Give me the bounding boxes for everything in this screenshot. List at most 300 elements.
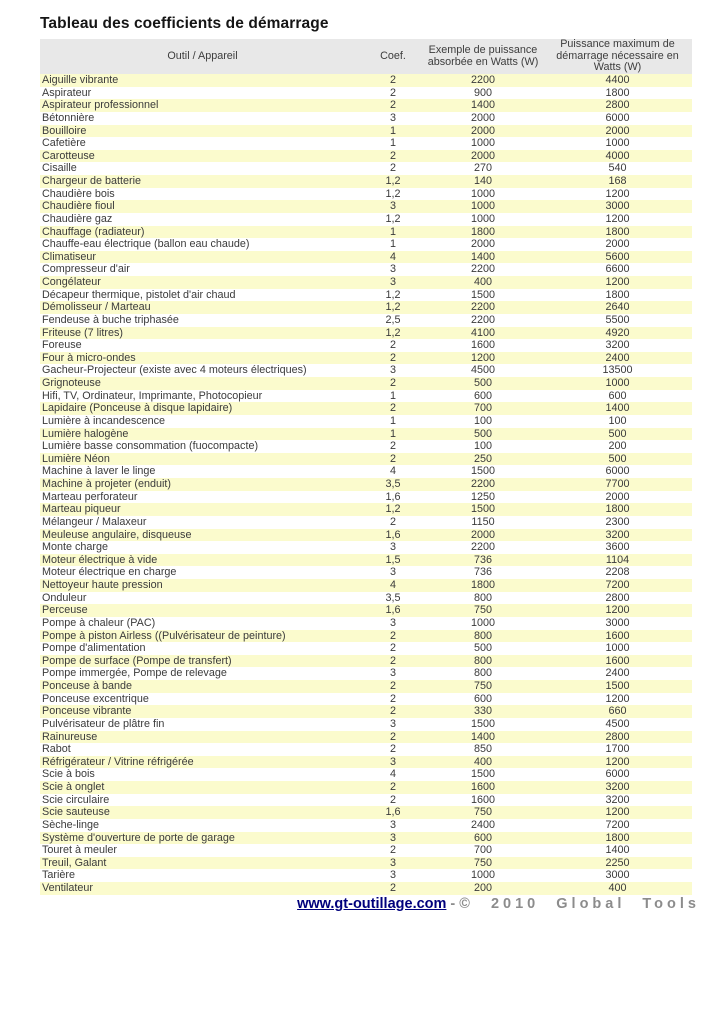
max-start-power-value: 4400 bbox=[605, 74, 630, 86]
max-start-power-value: 1200 bbox=[605, 212, 630, 225]
absorbed-power-value: 736 bbox=[473, 553, 492, 566]
table-row bbox=[40, 390, 692, 403]
max-start-power-value: 500 bbox=[608, 452, 627, 465]
tool-name: Onduleur bbox=[42, 591, 87, 604]
absorbed-power-value: 2000 bbox=[470, 149, 496, 162]
absorbed-power-value: 1000 bbox=[470, 137, 496, 150]
coef-value: 3,5 bbox=[385, 478, 401, 490]
tool-name: Bétonnière bbox=[42, 111, 95, 124]
max-start-power-value: 7200 bbox=[605, 818, 630, 831]
max-start-power-value: 1200 bbox=[605, 692, 630, 705]
max-start-power-value: 2000 bbox=[605, 238, 630, 251]
tool-name: Pompe de surface (Pompe de transfert) bbox=[42, 654, 232, 667]
tool-name: Pulvérisateur de plâtre fin bbox=[42, 717, 165, 730]
max-start-power-value: 100 bbox=[608, 414, 627, 427]
table-row bbox=[40, 289, 692, 302]
table-row bbox=[40, 579, 692, 592]
coef-value: 2 bbox=[389, 99, 396, 112]
max-start-power-value: 2800 bbox=[605, 730, 630, 743]
max-start-power-value: 1000 bbox=[605, 137, 630, 150]
tool-name: Scie circulaire bbox=[42, 793, 110, 806]
absorbed-power-value: 2200 bbox=[470, 263, 496, 276]
max-start-power-value: 1400 bbox=[605, 844, 630, 857]
coef-value: 3 bbox=[389, 111, 396, 124]
coef-value: 1,5 bbox=[385, 553, 401, 566]
max-start-power-value: 6600 bbox=[605, 263, 630, 276]
absorbed-power-value: 750 bbox=[473, 856, 492, 869]
max-start-power-value: 1400 bbox=[605, 402, 630, 415]
tool-name: Hifi, TV, Ordinateur, Imprimante, Photocopieur bbox=[42, 389, 263, 402]
table-row bbox=[40, 554, 692, 567]
table-row bbox=[40, 125, 692, 138]
max-start-power-value: 4920 bbox=[605, 326, 630, 339]
table-row bbox=[40, 617, 692, 630]
coef-value: 3 bbox=[389, 200, 396, 213]
tool-name: Lumière basse consommation (fuocompacte) bbox=[42, 440, 259, 453]
table-row bbox=[40, 844, 692, 857]
tool-name: Chaudière gaz bbox=[42, 212, 113, 225]
max-start-power-value: 3600 bbox=[605, 541, 630, 554]
table-row bbox=[40, 869, 692, 882]
coef-value: 3 bbox=[389, 541, 396, 554]
tool-name: Ponceuse vibrante bbox=[42, 705, 132, 718]
max-start-power-value: 1600 bbox=[605, 654, 630, 667]
coef-value: 1,2 bbox=[385, 175, 401, 187]
tool-name: Mélangeur / Malaxeur bbox=[42, 515, 147, 528]
table-row bbox=[40, 806, 692, 819]
max-start-power-value: 600 bbox=[608, 389, 627, 402]
coef-value: 2 bbox=[389, 86, 396, 99]
tool-name: Scie à onglet bbox=[42, 781, 105, 793]
coef-value: 3 bbox=[389, 856, 396, 869]
tool-name: Machine à laver le linge bbox=[42, 465, 156, 478]
coef-value: 3 bbox=[389, 755, 396, 768]
table-row bbox=[40, 667, 692, 680]
tool-name: Cafetière bbox=[42, 137, 86, 150]
max-start-power-value: 2208 bbox=[605, 566, 630, 579]
max-start-power-value: 1800 bbox=[605, 288, 630, 301]
coef-value: 1,2 bbox=[385, 187, 401, 200]
tool-name: Chaudière bois bbox=[42, 187, 115, 200]
absorbed-power-value: 1250 bbox=[470, 490, 496, 503]
table-row bbox=[40, 137, 692, 150]
table-row bbox=[40, 314, 692, 327]
tool-name: Cisaille bbox=[42, 162, 77, 175]
coef-value: 2 bbox=[389, 844, 396, 857]
footer-copyright: © 2010 Global Tools bbox=[459, 895, 700, 912]
absorbed-power-value: 1500 bbox=[470, 717, 496, 730]
max-start-power-value: 1200 bbox=[605, 806, 630, 819]
max-start-power-value: 1500 bbox=[605, 680, 630, 692]
coef-value: 2,5 bbox=[385, 313, 401, 326]
table-row bbox=[40, 592, 692, 605]
table-row bbox=[40, 74, 692, 87]
table-row bbox=[40, 781, 692, 794]
absorbed-power-value: 800 bbox=[473, 629, 492, 642]
max-start-power-value: 2300 bbox=[605, 515, 630, 528]
column-header-puissance-absorbee: Exemple de puissance absorbée en Watts (W) bbox=[427, 44, 539, 68]
tool-name: Aiguille vibrante bbox=[42, 74, 119, 86]
table-row bbox=[40, 251, 692, 264]
absorbed-power-value: 1200 bbox=[470, 351, 496, 364]
tool-name: Lumière à incandescence bbox=[42, 414, 166, 427]
coef-value: 2 bbox=[389, 705, 396, 718]
max-start-power-value: 1104 bbox=[605, 553, 630, 566]
max-start-power-value: 1000 bbox=[605, 377, 630, 389]
table-row bbox=[40, 276, 692, 289]
tool-name: Sèche-linge bbox=[42, 818, 100, 831]
max-start-power-value: 1800 bbox=[605, 831, 630, 844]
tool-name: Chaudière fioul bbox=[42, 200, 115, 213]
page-title: Tableau des coefficients de démarrage bbox=[40, 15, 329, 32]
tool-name: Touret à meuler bbox=[42, 844, 118, 857]
table-row bbox=[40, 768, 692, 781]
table-row bbox=[40, 794, 692, 807]
tool-name: Grignoteuse bbox=[42, 377, 101, 389]
tool-name: Treuil, Galant bbox=[42, 856, 107, 869]
coef-value: 1 bbox=[389, 389, 396, 402]
coef-value: 2 bbox=[389, 781, 396, 793]
absorbed-power-value: 2000 bbox=[470, 528, 496, 541]
table-row bbox=[40, 541, 692, 554]
coef-value: 3 bbox=[389, 831, 396, 844]
max-start-power-value: 6000 bbox=[605, 465, 630, 478]
coef-value: 3 bbox=[389, 276, 396, 288]
table-row bbox=[40, 226, 692, 239]
max-start-power-value: 4000 bbox=[605, 149, 630, 162]
coef-value: 2 bbox=[389, 515, 396, 528]
tool-name: Lapidaire (Ponceuse à disque lapidaire) bbox=[42, 402, 233, 415]
absorbed-power-value: 2200 bbox=[470, 301, 496, 314]
coef-value: 1,6 bbox=[385, 604, 401, 617]
absorbed-power-value: 400 bbox=[473, 755, 492, 768]
absorbed-power-value: 1000 bbox=[470, 616, 496, 629]
coef-value: 1,2 bbox=[385, 301, 401, 314]
coef-value: 3 bbox=[389, 566, 396, 579]
max-start-power-value: 5500 bbox=[605, 313, 630, 326]
coef-value: 1,6 bbox=[385, 806, 401, 819]
tool-name: Ventilateur bbox=[42, 882, 94, 894]
tool-name: Pompe d'alimentation bbox=[42, 642, 146, 655]
max-start-power-value: 1200 bbox=[605, 276, 630, 288]
tool-name: Fendeuse à buche triphasée bbox=[42, 313, 179, 326]
tool-name: Machine à projeter (enduit) bbox=[42, 478, 172, 490]
max-start-power-value: 1600 bbox=[605, 629, 630, 642]
tool-name: Lumière halogène bbox=[42, 427, 129, 440]
absorbed-power-value: 1500 bbox=[470, 465, 496, 478]
table-row bbox=[40, 491, 692, 504]
absorbed-power-value: 1800 bbox=[470, 579, 496, 591]
table-row bbox=[40, 465, 692, 478]
tool-name: Pompe immergée, Pompe de relevage bbox=[42, 667, 227, 680]
coef-value: 2 bbox=[389, 74, 396, 86]
tool-name: Lumière Néon bbox=[42, 452, 110, 465]
absorbed-power-value: 200 bbox=[473, 882, 492, 894]
absorbed-power-value: 140 bbox=[473, 175, 492, 187]
max-start-power-value: 3200 bbox=[605, 528, 630, 541]
tool-name: Marteau piqueur bbox=[42, 503, 121, 516]
table-row bbox=[40, 377, 692, 390]
tool-name: Chauffe-eau électrique (ballon eau chaude) bbox=[42, 238, 250, 251]
coef-value: 2 bbox=[389, 692, 396, 705]
coef-value: 1,2 bbox=[385, 503, 401, 516]
table-row bbox=[40, 364, 692, 377]
absorbed-power-value: 2000 bbox=[470, 124, 496, 137]
coef-value: 1 bbox=[389, 238, 396, 251]
table-row bbox=[40, 200, 692, 213]
table-row bbox=[40, 819, 692, 832]
footer-website-link[interactable]: www.gt-outillage.com bbox=[297, 895, 447, 912]
absorbed-power-value: 1000 bbox=[470, 869, 496, 882]
absorbed-power-value: 750 bbox=[473, 604, 492, 617]
max-start-power-value: 4500 bbox=[605, 717, 630, 730]
coef-value: 1 bbox=[389, 124, 396, 137]
absorbed-power-value: 700 bbox=[473, 402, 492, 415]
coef-value: 2 bbox=[389, 452, 396, 465]
max-start-power-value: 7200 bbox=[605, 579, 630, 591]
tool-name: Système d'ouverture de porte de garage bbox=[42, 831, 235, 844]
max-start-power-value: 1800 bbox=[605, 503, 630, 516]
max-start-power-value: 1700 bbox=[605, 743, 630, 756]
tool-name: Friteuse (7 litres) bbox=[42, 326, 123, 339]
coef-value: 2 bbox=[389, 377, 396, 389]
table-row bbox=[40, 630, 692, 643]
coef-value: 3,5 bbox=[385, 591, 401, 604]
max-start-power-value: 2400 bbox=[605, 667, 630, 680]
tool-name: Scie sauteuse bbox=[42, 806, 110, 819]
max-start-power-value: 1200 bbox=[605, 187, 630, 200]
table-row bbox=[40, 188, 692, 201]
max-start-power-value: 3200 bbox=[605, 339, 630, 352]
coefficients-table bbox=[40, 39, 692, 895]
absorbed-power-value: 4500 bbox=[470, 364, 496, 377]
absorbed-power-value: 500 bbox=[473, 642, 492, 655]
coef-value: 2 bbox=[389, 882, 396, 894]
table-row bbox=[40, 238, 692, 251]
max-start-power-value: 3000 bbox=[605, 616, 630, 629]
tool-name: Carotteuse bbox=[42, 149, 95, 162]
max-start-power-value: 200 bbox=[608, 440, 627, 453]
coef-value: 2 bbox=[389, 629, 396, 642]
table-row bbox=[40, 112, 692, 125]
table-row bbox=[40, 718, 692, 731]
coef-value: 4 bbox=[389, 768, 396, 781]
table-row bbox=[40, 263, 692, 276]
absorbed-power-value: 400 bbox=[473, 276, 492, 288]
max-start-power-value: 540 bbox=[608, 162, 627, 175]
coef-value: 2 bbox=[389, 642, 396, 655]
coef-value: 3 bbox=[389, 869, 396, 882]
absorbed-power-value: 736 bbox=[473, 566, 492, 579]
absorbed-power-value: 1000 bbox=[470, 187, 496, 200]
table-row bbox=[40, 756, 692, 769]
absorbed-power-value: 800 bbox=[473, 654, 492, 667]
tool-name: Aspirateur bbox=[42, 86, 92, 99]
column-header-coef: Coef. bbox=[380, 49, 406, 62]
coef-value: 2 bbox=[389, 402, 396, 415]
max-start-power-value: 400 bbox=[608, 882, 627, 894]
coef-value: 4 bbox=[389, 579, 396, 591]
absorbed-power-value: 1400 bbox=[470, 250, 496, 263]
max-start-power-value: 6000 bbox=[605, 768, 630, 781]
max-start-power-value: 5600 bbox=[605, 250, 630, 263]
coef-value: 1,6 bbox=[385, 490, 401, 503]
coef-value: 2 bbox=[389, 440, 396, 453]
absorbed-power-value: 1600 bbox=[470, 781, 496, 793]
table-row bbox=[40, 832, 692, 845]
max-start-power-value: 2000 bbox=[605, 490, 630, 503]
absorbed-power-value: 750 bbox=[473, 806, 492, 819]
tool-name: Aspirateur professionnel bbox=[42, 99, 159, 112]
coef-value: 3 bbox=[389, 818, 396, 831]
tool-name: Congélateur bbox=[42, 276, 101, 288]
max-start-power-value: 168 bbox=[608, 175, 627, 187]
table-row bbox=[40, 529, 692, 542]
absorbed-power-value: 1000 bbox=[470, 212, 496, 225]
column-header-outil-appareil: Outil / Appareil bbox=[167, 49, 238, 62]
table-row bbox=[40, 743, 692, 756]
table-row bbox=[40, 213, 692, 226]
absorbed-power-value: 100 bbox=[473, 414, 492, 427]
table-row bbox=[40, 478, 692, 491]
table-row bbox=[40, 731, 692, 744]
absorbed-power-value: 500 bbox=[473, 427, 492, 440]
max-start-power-value: 1000 bbox=[605, 642, 630, 655]
column-header-puissance-max-demarrage: Puissance maximum de démarrage nécessaire en Watts (W) bbox=[556, 38, 679, 74]
table-row bbox=[40, 175, 692, 188]
absorbed-power-value: 750 bbox=[473, 680, 492, 692]
max-start-power-value: 7700 bbox=[605, 478, 630, 490]
max-start-power-value: 2800 bbox=[605, 99, 630, 112]
coef-value: 2 bbox=[389, 680, 396, 692]
absorbed-power-value: 1400 bbox=[470, 99, 496, 112]
table-row bbox=[40, 87, 692, 100]
table-row bbox=[40, 655, 692, 668]
coef-value: 3 bbox=[389, 364, 396, 377]
absorbed-power-value: 2200 bbox=[470, 478, 496, 490]
coef-value: 1 bbox=[389, 427, 396, 440]
absorbed-power-value: 800 bbox=[473, 591, 492, 604]
tool-name: Bouilloire bbox=[42, 124, 87, 137]
table-row bbox=[40, 516, 692, 529]
tool-name: Compresseur d'air bbox=[42, 263, 130, 276]
footer-separator: - bbox=[450, 895, 456, 912]
coef-value: 1,2 bbox=[385, 326, 401, 339]
tool-name: Foreuse bbox=[42, 339, 82, 352]
coef-value: 3 bbox=[389, 263, 396, 276]
max-start-power-value: 1200 bbox=[605, 755, 630, 768]
tool-name: Moteur électrique à vide bbox=[42, 553, 158, 566]
table-row bbox=[40, 705, 692, 718]
tool-name: Four à micro-ondes bbox=[42, 351, 136, 364]
tool-name: Ponceuse excentrique bbox=[42, 692, 149, 705]
tool-name: Monte charge bbox=[42, 541, 109, 554]
tool-name: Perceuse bbox=[42, 604, 88, 617]
table-row bbox=[40, 327, 692, 340]
absorbed-power-value: 330 bbox=[473, 705, 492, 718]
tool-name: Pompe à piston Airless ((Pulvérisateur de peinture) bbox=[42, 629, 286, 642]
absorbed-power-value: 2200 bbox=[470, 541, 496, 554]
absorbed-power-value: 270 bbox=[473, 162, 492, 175]
max-start-power-value: 13500 bbox=[602, 364, 633, 377]
coef-value: 2 bbox=[389, 793, 396, 806]
coef-value: 1 bbox=[389, 414, 396, 427]
max-start-power-value: 660 bbox=[608, 705, 627, 718]
tool-name: Moteur électrique en charge bbox=[42, 566, 177, 579]
tool-name: Rabot bbox=[42, 743, 71, 756]
absorbed-power-value: 2200 bbox=[470, 74, 496, 86]
max-start-power-value: 3000 bbox=[605, 200, 630, 213]
table-row bbox=[40, 566, 692, 579]
coef-value: 2 bbox=[389, 339, 396, 352]
max-start-power-value: 1200 bbox=[605, 604, 630, 617]
absorbed-power-value: 1600 bbox=[470, 793, 496, 806]
max-start-power-value: 6000 bbox=[605, 111, 630, 124]
max-start-power-value: 3000 bbox=[605, 869, 630, 882]
tool-name: Marteau perforateur bbox=[42, 490, 138, 503]
tool-name: Scie à bois bbox=[42, 768, 95, 781]
absorbed-power-value: 600 bbox=[473, 831, 492, 844]
absorbed-power-value: 600 bbox=[473, 692, 492, 705]
table-row bbox=[40, 301, 692, 314]
table-row bbox=[40, 150, 692, 163]
table-row bbox=[40, 857, 692, 870]
absorbed-power-value: 1400 bbox=[470, 730, 496, 743]
table-row bbox=[40, 415, 692, 428]
absorbed-power-value: 1800 bbox=[470, 225, 496, 238]
table-row bbox=[40, 352, 692, 365]
max-start-power-value: 1800 bbox=[605, 225, 630, 238]
tool-name: Réfrigérateur / Vitrine réfrigérée bbox=[42, 755, 194, 768]
tool-name: Pompe à chaleur (PAC) bbox=[42, 616, 156, 629]
table-row bbox=[40, 440, 692, 453]
absorbed-power-value: 700 bbox=[473, 844, 492, 857]
coef-value: 2 bbox=[389, 654, 396, 667]
tool-name: Ponceuse à bande bbox=[42, 680, 133, 692]
coef-value: 2 bbox=[389, 149, 396, 162]
tool-name: Meuleuse angulaire, disqueuse bbox=[42, 528, 192, 541]
coef-value: 1,2 bbox=[385, 212, 401, 225]
absorbed-power-value: 2400 bbox=[470, 818, 496, 831]
coef-value: 2 bbox=[389, 730, 396, 743]
coef-value: 3 bbox=[389, 667, 396, 680]
footer bbox=[40, 895, 700, 912]
coef-value: 2 bbox=[389, 743, 396, 756]
max-start-power-value: 2800 bbox=[605, 591, 630, 604]
table-header-row bbox=[40, 39, 692, 74]
absorbed-power-value: 800 bbox=[473, 667, 492, 680]
absorbed-power-value: 1600 bbox=[470, 339, 496, 352]
tool-name: Climatiseur bbox=[42, 250, 96, 263]
coef-value: 1 bbox=[389, 137, 396, 150]
absorbed-power-value: 2200 bbox=[470, 313, 496, 326]
table-row bbox=[40, 453, 692, 466]
table-row bbox=[40, 339, 692, 352]
absorbed-power-value: 100 bbox=[473, 440, 492, 453]
absorbed-power-value: 500 bbox=[473, 377, 492, 389]
coef-value: 3 bbox=[389, 616, 396, 629]
coef-value: 1,6 bbox=[385, 528, 401, 541]
max-start-power-value: 2250 bbox=[605, 856, 630, 869]
tool-name: Chargeur de batterie bbox=[42, 175, 142, 187]
absorbed-power-value: 2000 bbox=[470, 111, 496, 124]
table-row bbox=[40, 402, 692, 415]
absorbed-power-value: 1500 bbox=[470, 288, 496, 301]
table-row bbox=[40, 680, 692, 693]
coef-value: 4 bbox=[389, 250, 396, 263]
max-start-power-value: 500 bbox=[608, 427, 627, 440]
table-row bbox=[40, 428, 692, 441]
